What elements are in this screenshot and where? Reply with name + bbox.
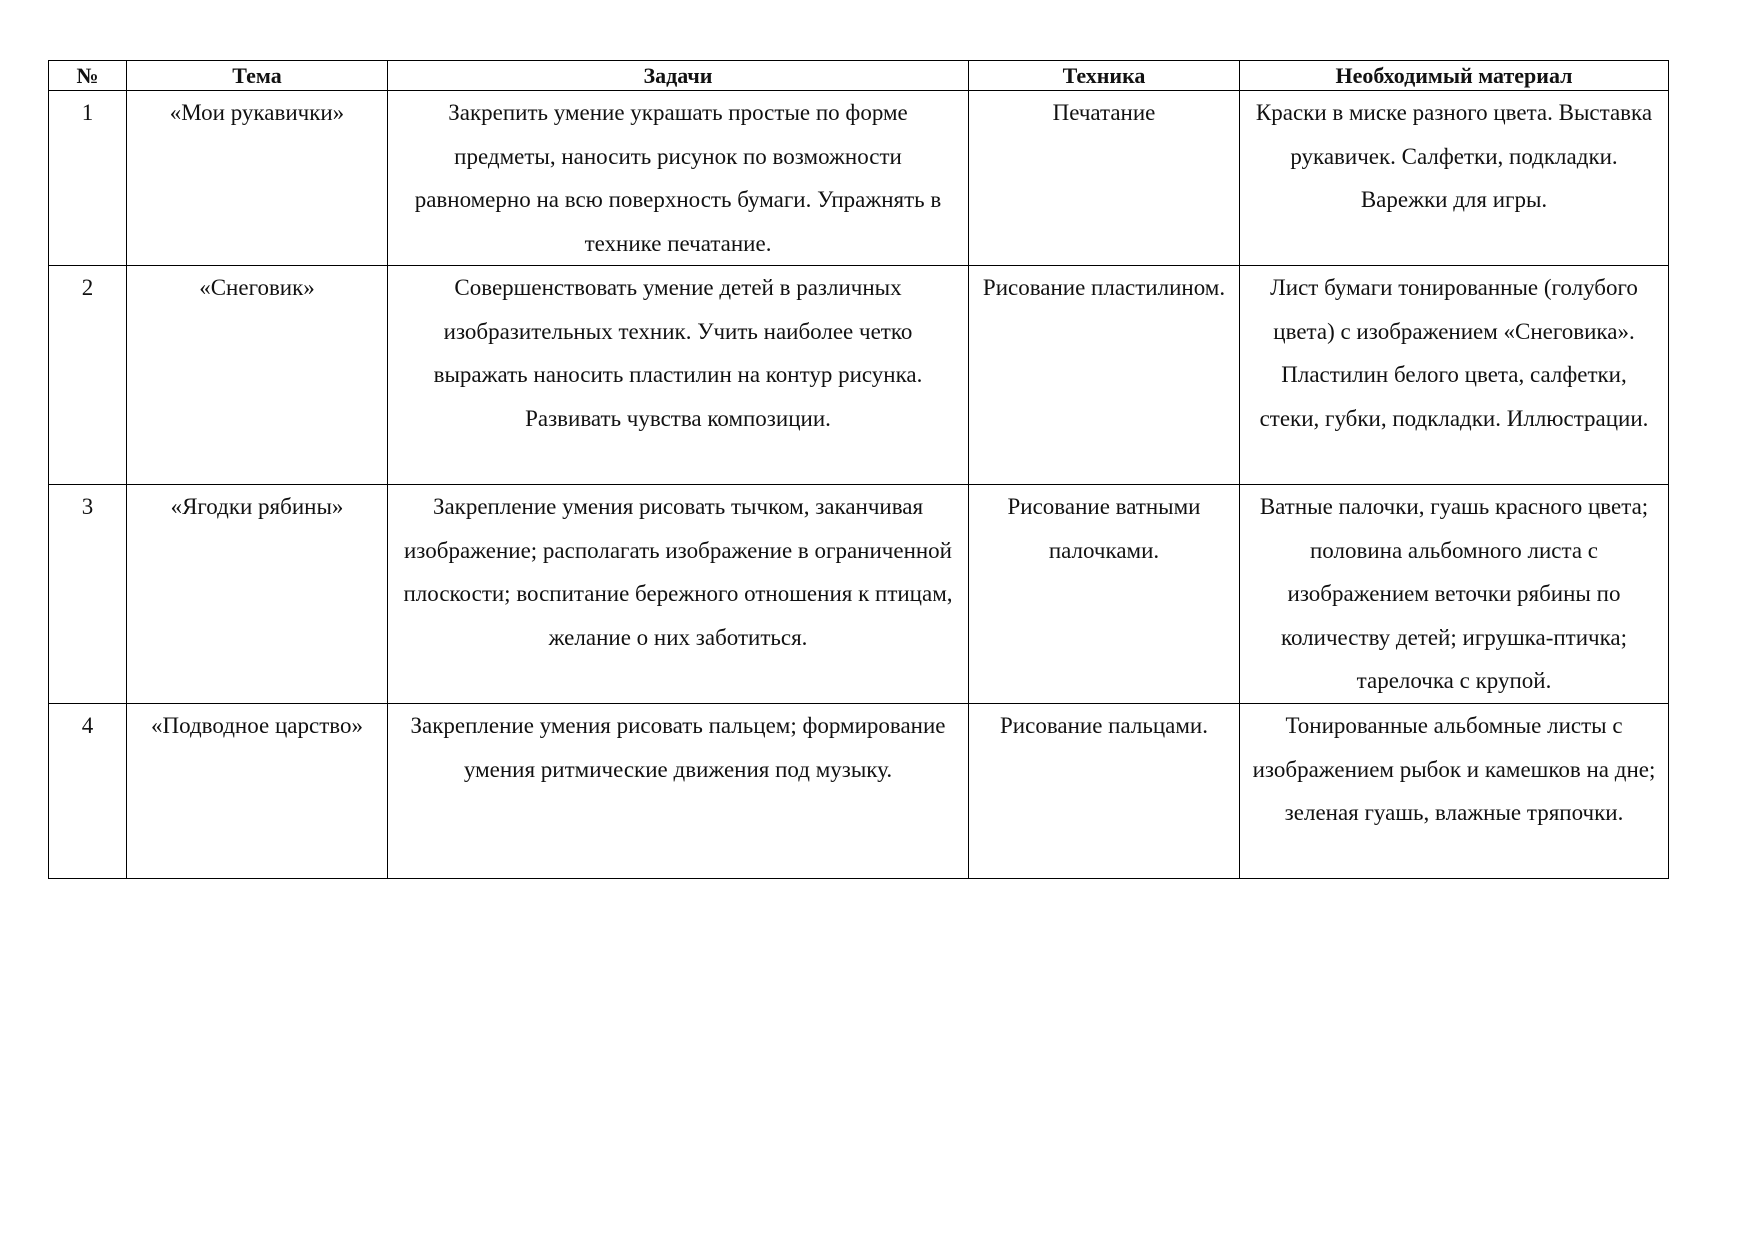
cell-tasks: Совершенствовать умение детей в различных изобразительных техник. Учить наиболее четко выражать наносить пластилин на контур рисунка. Развивать чувства композиции. <box>388 266 969 485</box>
cell-number: 1 <box>49 91 127 266</box>
header-technique: Техника <box>969 61 1240 91</box>
table-body <box>49 91 1669 879</box>
cell-number: 4 <box>49 704 127 879</box>
header-topic: Тема <box>127 61 388 91</box>
cell-tasks: Закрепление умения рисовать тычком, заканчивая изображение; располагать изображение в ограниченной плоскости; воспитание бережного отношения к птицам, желание о них заботиться. <box>388 485 969 704</box>
table-row <box>49 485 1669 704</box>
header-tasks: Задачи <box>388 61 969 91</box>
cell-materials: Краски в миске разного цвета. Выставка рукавичек. Салфетки, подкладки. Варежки для игры. <box>1240 91 1669 266</box>
cell-number: 2 <box>49 266 127 485</box>
cell-topic: «Ягодки рябины» <box>127 485 388 704</box>
cell-tasks: Закрепление умения рисовать пальцем; формирование умения ритмические движения под музыку. <box>388 704 969 879</box>
cell-technique: Рисование пластилином. <box>969 266 1240 485</box>
cell-technique: Печатание <box>969 91 1240 266</box>
cell-topic: «Мои рукавички» <box>127 91 388 266</box>
cell-topic: «Подводное царство» <box>127 704 388 879</box>
lesson-plan-table <box>48 60 1669 879</box>
cell-topic: «Снеговик» <box>127 266 388 485</box>
cell-technique: Рисование пальцами. <box>969 704 1240 879</box>
cell-materials: Лист бумаги тонированные (голубого цвета) с изображением «Снеговика». Пластилин белого цвета, салфетки, стеки, губки, подкладки. Иллюстрации. <box>1240 266 1669 485</box>
cell-number: 3 <box>49 485 127 704</box>
table-row <box>49 704 1669 879</box>
header-number: № <box>49 61 127 91</box>
header-row <box>49 61 1669 91</box>
cell-materials: Тонированные альбомные листы с изображением рыбок и камешков на дне; зеленая гуашь, влажные тряпочки. <box>1240 704 1669 879</box>
cell-tasks: Закрепить умение украшать простые по форме предметы, наносить рисунок по возможности равномерно на всю поверхность бумаги. Упражнять в технике печатание. <box>388 91 969 266</box>
cell-materials: Ватные палочки, гуашь красного цвета; половина альбомного листа с изображением веточки рябины по количеству детей; игрушка-птичка; тарелочка с крупой. <box>1240 485 1669 704</box>
cell-technique: Рисование ватными палочками. <box>969 485 1240 704</box>
table-row <box>49 91 1669 266</box>
header-materials: Необходимый материал <box>1240 61 1669 91</box>
table-header <box>49 61 1669 91</box>
table-row <box>49 266 1669 485</box>
